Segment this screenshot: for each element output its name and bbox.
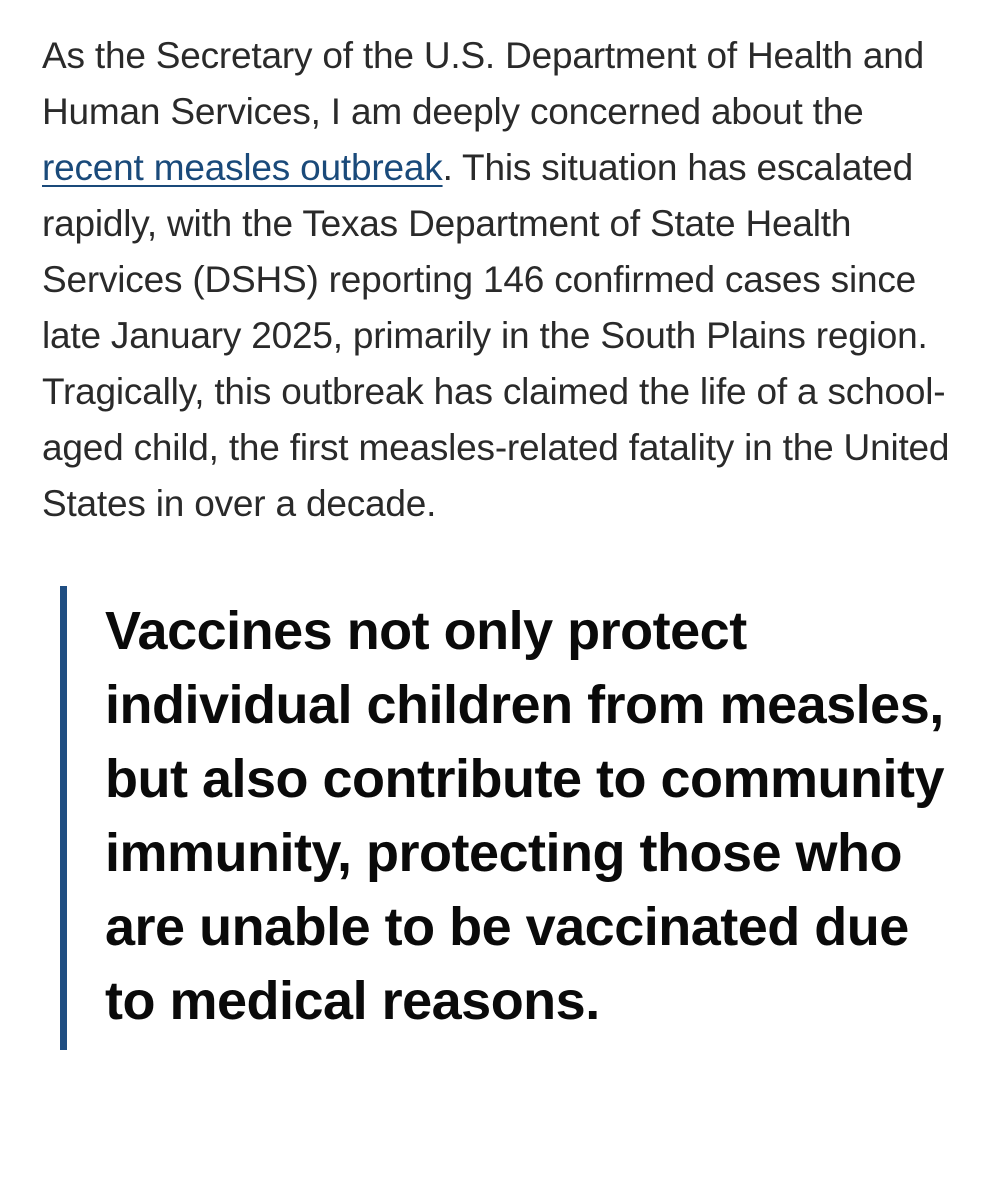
pull-quote	[60, 586, 954, 1050]
measles-outbreak-link[interactable]: recent measles outbreak	[42, 147, 443, 188]
article-paragraph	[42, 28, 954, 532]
paragraph-text-end: . This situation has escalated rapidly, with the Texas Department of State Health Services (DSHS) reporting 146 confirmed cases since late January 2025, primarily in the South Plains region. Tragically, this outbreak has claimed the life of a school-aged child, the first measles-related fatality in the United States in over a decade.	[42, 147, 950, 524]
pull-quote-text: Vaccines not only protect individual children from measles, but also contribute to community immunity, protecting those who are unable to be vaccinated due to medical reasons.	[105, 601, 945, 1031]
paragraph-text-start: As the Secretary of the U.S. Department of Health and Human Services, I am deeply concerned about the	[42, 35, 924, 132]
